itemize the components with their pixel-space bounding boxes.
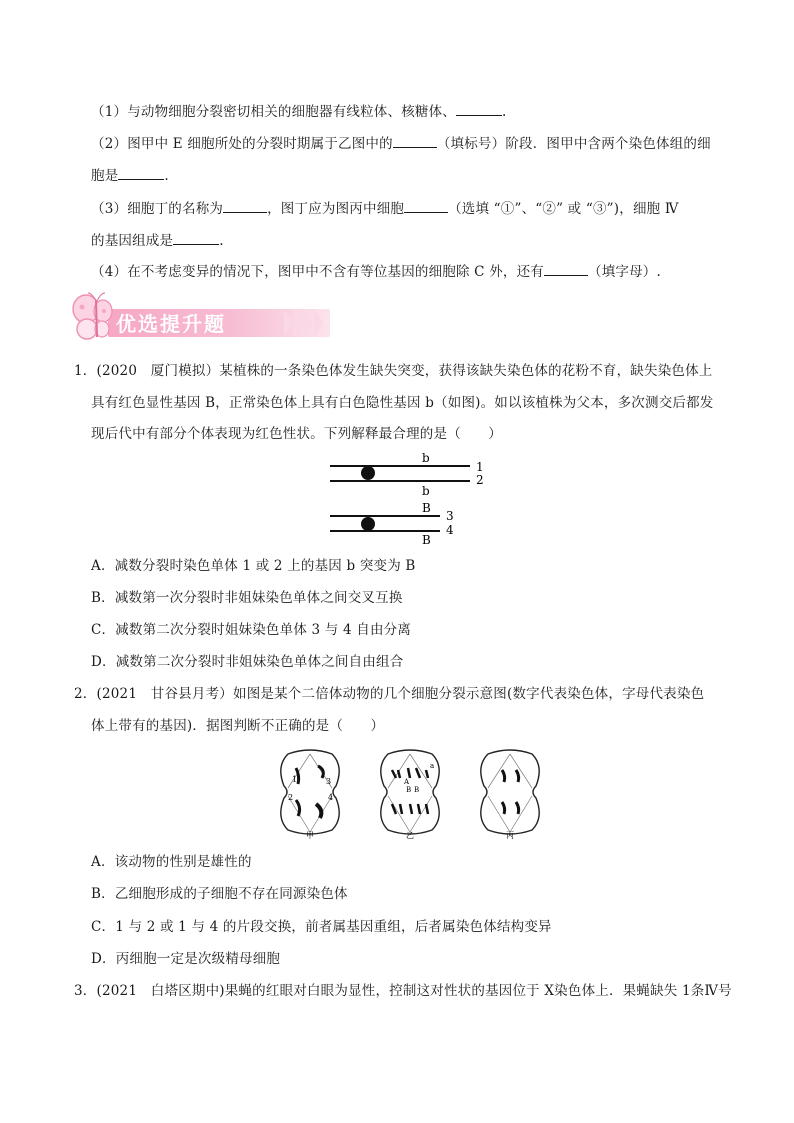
answer-blank xyxy=(393,133,437,148)
cell-label: 乙 xyxy=(406,831,414,840)
subquestion-4-text-end: （填字母）. xyxy=(588,264,661,280)
cell-division-figure xyxy=(270,748,550,840)
subquestion-4-text: （4）在不考虑变异的情况下，图甲中不含有等位基因的细胞除 C 外，还有 xyxy=(91,264,544,280)
punct: . xyxy=(502,104,507,120)
chromosome-figure xyxy=(320,452,490,548)
chevron-decoration xyxy=(304,309,313,337)
subquestion-2-text-cont: （填标号）阶段．图甲中含两个染色体组的细 xyxy=(436,136,711,152)
chevron-decoration xyxy=(314,309,323,337)
punct: . xyxy=(164,168,169,184)
subquestion-3-line1 xyxy=(91,198,679,219)
gene-letter: B xyxy=(414,786,420,794)
chromatid-number: 2 xyxy=(476,473,484,487)
subquestion-2-text-end: 胞是 xyxy=(91,168,119,184)
centromere xyxy=(361,466,375,480)
gene-letter: A xyxy=(404,778,410,786)
option-a[interactable]: A．减数分裂时染色单体 1 或 2 上的基因 b 突变为 B xyxy=(91,558,416,574)
chromosome-number: 4 xyxy=(328,793,334,802)
chevron-decoration xyxy=(284,309,293,337)
subquestion-2-line1 xyxy=(91,133,711,154)
option-a[interactable]: A．该动物的性别是雄性的 xyxy=(91,854,252,870)
subquestion-2-text: （2）图甲中 E 细胞所处的分裂时期属于乙图中的 xyxy=(91,136,393,152)
cell-jia xyxy=(281,750,339,840)
question-2-line2: 体上带有的基因)．据图判断不正确的是（ ） xyxy=(91,718,385,734)
chevron-decoration xyxy=(294,309,303,337)
question-2-line1: 2．(2021 甘谷县月考）如图是某个二倍体动物的几个细胞分裂示意图(数字代表染色体，字母代表染色 xyxy=(74,686,705,702)
option-d[interactable]: D．丙细胞一定是次级精母细胞 xyxy=(91,951,281,967)
subquestion-3-line2 xyxy=(91,230,224,251)
section-title: 优选提升题 xyxy=(116,312,226,336)
answer-blank xyxy=(173,230,219,245)
subquestion-3-text: （3）细胞丁的名称为 xyxy=(91,201,224,217)
question-3-line1: 3．(2021 白塔区期中)果蝇的红眼对白眼为显性，控制这对性状的基因位于 X染色体上．果蝇缺失 1条Ⅳ号 xyxy=(74,983,732,999)
cell-label: 丙 xyxy=(506,831,514,840)
subquestion-4 xyxy=(91,261,661,282)
gene-label: B xyxy=(422,501,431,515)
subquestion-1 xyxy=(91,101,507,122)
answer-blank xyxy=(456,101,502,116)
gene-letter: a xyxy=(430,762,435,770)
chromatid-number: 1 xyxy=(476,460,484,474)
subquestion-3-text-end: （选填 “①”、“②” 或 “③”)，细胞 Ⅳ xyxy=(448,201,679,217)
cell-label: 甲 xyxy=(306,831,314,840)
cell-bing xyxy=(481,750,539,840)
chromosome-number: 2 xyxy=(288,793,294,802)
question-1-line1: 1．(2020 厦门模拟）某植株的一条染色体发生缺失突变，获得该缺失染色体的花粉不育，缺失染色体上 xyxy=(74,363,713,379)
cell-yi xyxy=(381,750,439,840)
subquestion-2-line2 xyxy=(91,165,169,186)
gene-label: B xyxy=(422,533,431,547)
punct: . xyxy=(219,233,224,249)
answer-blank xyxy=(223,198,267,213)
option-c[interactable]: C．1 与 2 或 1 与 4 的片段交换，前者属基因重组，后者属染色体结构变异 xyxy=(91,919,552,935)
centromere xyxy=(361,517,375,531)
butterfly-icon xyxy=(70,291,118,343)
answer-blank xyxy=(404,198,448,213)
chromatid-number: 3 xyxy=(446,509,454,523)
gene-label: b xyxy=(422,484,430,498)
answer-blank xyxy=(544,261,588,276)
subquestion-1-text: （1）与动物细胞分裂密切相关的细胞器有线粒体、核糖体、 xyxy=(91,104,456,120)
gene-label: b xyxy=(422,452,430,465)
chromosome-number: 3 xyxy=(326,777,332,786)
answer-blank xyxy=(118,165,164,180)
option-d[interactable]: D．减数第二次分裂时非姐妹染色单体之间自由组合 xyxy=(91,654,404,670)
option-b[interactable]: B．乙细胞形成的子细胞不存在同源染色体 xyxy=(91,886,348,902)
gene-letter: B xyxy=(406,786,412,794)
subquestion-3-text-2: 的基因组成是 xyxy=(91,233,174,249)
chromatid-number: 4 xyxy=(446,523,454,537)
question-1-line2: 具有红色显性基因 B，正常染色体上具有白色隐性基因 b（如图)。如以该植株为父本，多次测交后都发 xyxy=(91,395,714,411)
option-b[interactable]: B．减数第一次分裂时非姐妹染色单体之间交叉互换 xyxy=(91,590,403,606)
subquestion-3-text-cont: ，图丁应为图丙中细胞 xyxy=(267,201,405,217)
option-c[interactable]: C．减数第二次分裂时姐妹染色单体 3 与 4 自由分离 xyxy=(91,622,412,638)
chromosome-number: 1 xyxy=(292,775,298,784)
question-1-line3: 现后代中有部分个体表现为红色性状。下列解释最合理的是（ ） xyxy=(91,426,502,442)
